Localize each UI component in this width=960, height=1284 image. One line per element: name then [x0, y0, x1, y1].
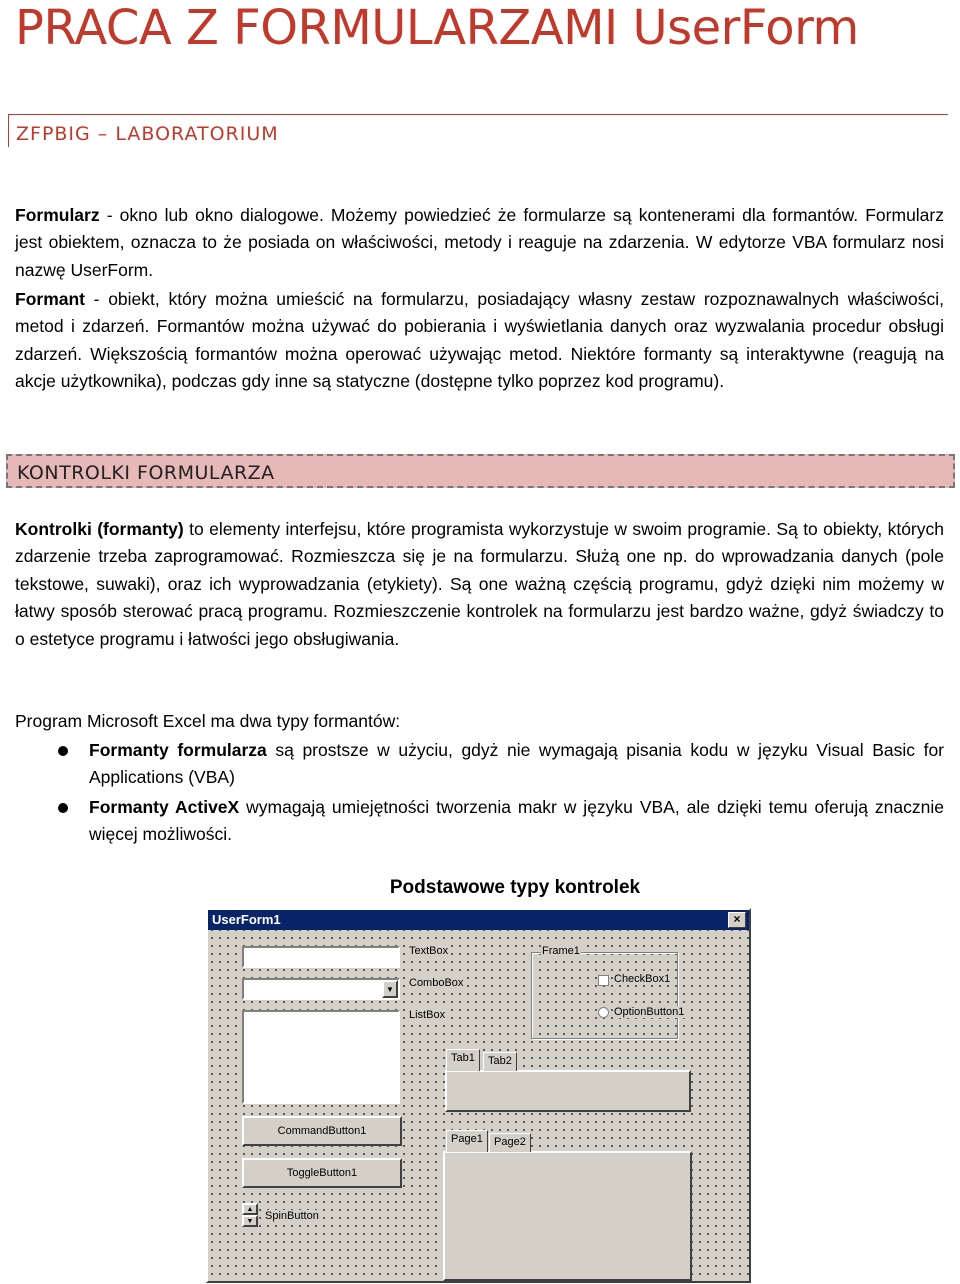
- paragraph-intro: Program Microsoft Excel ma dwa typy formantów:: [15, 711, 401, 731]
- figure-caption: Podstawowe typy kontrolek: [389, 877, 641, 898]
- tab-1[interactable]: Tab1: [446, 1049, 480, 1071]
- bullet-item: [89, 794, 944, 849]
- page-title: PRACA Z FORMULARZAMI UserForm: [15, 0, 859, 56]
- term-formant: Formant: [15, 289, 85, 309]
- page-2[interactable]: Page2: [489, 1133, 531, 1152]
- bullet-text: wymagają umiejętności tworzenia makr w języku VBA, ale dzięki temu oferują znacznie więcej możliwości.: [89, 797, 944, 845]
- section-heading-laboratorium: [8, 114, 948, 147]
- bullet-text: są prostsze w użyciu, gdyż nie wymagają pisania kodu w języku Visual Basic for Applications (VBA): [89, 740, 945, 788]
- close-icon[interactable]: ×: [728, 912, 746, 928]
- term-kontrolki: Kontrolki (formanty): [15, 519, 184, 539]
- userform-title: UserForm1: [212, 912, 281, 927]
- spin-up-icon[interactable]: ▲: [242, 1203, 258, 1215]
- frame-label: Frame1: [542, 945, 580, 957]
- tab-2[interactable]: Tab2: [483, 1052, 517, 1071]
- option-button-control[interactable]: [598, 1007, 609, 1018]
- bullet-term: Formanty ActiveX: [89, 797, 240, 817]
- bullet-icon: [58, 803, 68, 813]
- section-heading-text: KONTROLKI FORMULARZA: [17, 462, 275, 484]
- bullet-icon: [58, 746, 68, 756]
- checkbox-control[interactable]: [598, 975, 609, 986]
- paragraph-text: - okno lub okno dialogowe. Możemy powiedzieć że formularze są kontenerami dla formantów. Formularz jest obiektem, oznacza to że posiada on właściwości, metody i reaguje na zdarzenia. W edytorze VBA formularz nosi nazwę UserForm.: [15, 205, 944, 280]
- term-formularz: Formularz: [15, 205, 100, 225]
- paragraph-formularz: [15, 202, 944, 284]
- page-1[interactable]: Page1: [446, 1130, 488, 1152]
- userform-titlebar[interactable]: [208, 910, 749, 930]
- frame-control: [531, 952, 678, 1039]
- option-button-label: OptionButton1: [614, 1006, 685, 1018]
- spin-down-icon[interactable]: ▼: [242, 1215, 258, 1227]
- listbox-control[interactable]: [242, 1010, 400, 1104]
- section-heading-text: ZFPBIG – LABORATORIUM: [16, 123, 279, 145]
- command-button[interactable]: CommandButton1: [242, 1116, 402, 1146]
- paragraph-formant: [15, 286, 944, 396]
- textbox-label: TextBox: [409, 945, 449, 957]
- combobox-label: ComboBox: [409, 977, 464, 989]
- checkbox-label: CheckBox1: [614, 973, 671, 985]
- paragraph-text: - obiekt, który można umieścić na formularzu, posiadający własny zestaw rozpoznawalnych właściwości, metod i zdarzeń. Formantów można używać do pobierania i wyświetlania danych oraz wyzwalania procedur obsługi zdarzeń. Większością formantów można operować używając metod. Niektóre formanty są interaktywne (reagują na akcje użytkownika), podczas gdy inne są statyczne (dostępne tylko poprzez kod programu).: [15, 289, 944, 392]
- bullet-item: [89, 737, 944, 792]
- listbox-label: ListBox: [409, 1009, 446, 1021]
- paragraph-text: to elementy interfejsu, które programista wykorzystuje w swoim programie. Są to obiekty, których zdarzenie trzeba zaprogramować. Rozmieszcza się je na formularzu. Służą one np. do wprowadzania danych (pole tekstowe, suwaki), oraz ich wyprowadzania (etykiety). Są one ważną częścią programu, gdyż dzięki nim możemy w łatwy sposób sterować pracą programu. Rozmieszczenie kontrolek na formularzu jest bardzo ważne, gdyż świadczy to o estetyce programu i łatwości jego obsługiwania.: [15, 519, 944, 649]
- bullet-term: Formanty formularza: [89, 740, 267, 760]
- toggle-button[interactable]: ToggleButton1: [242, 1158, 402, 1188]
- spin-button-label: SpinButton: [265, 1210, 319, 1222]
- combobox-control[interactable]: [242, 978, 400, 1000]
- multipage-control: [443, 1151, 692, 1281]
- paragraph-kontrolki: [15, 516, 944, 653]
- section-heading-kontrolki: [6, 454, 955, 488]
- tabstrip-control: [445, 1070, 691, 1112]
- chevron-down-icon[interactable]: ▼: [382, 980, 398, 998]
- textbox-control[interactable]: [242, 946, 400, 968]
